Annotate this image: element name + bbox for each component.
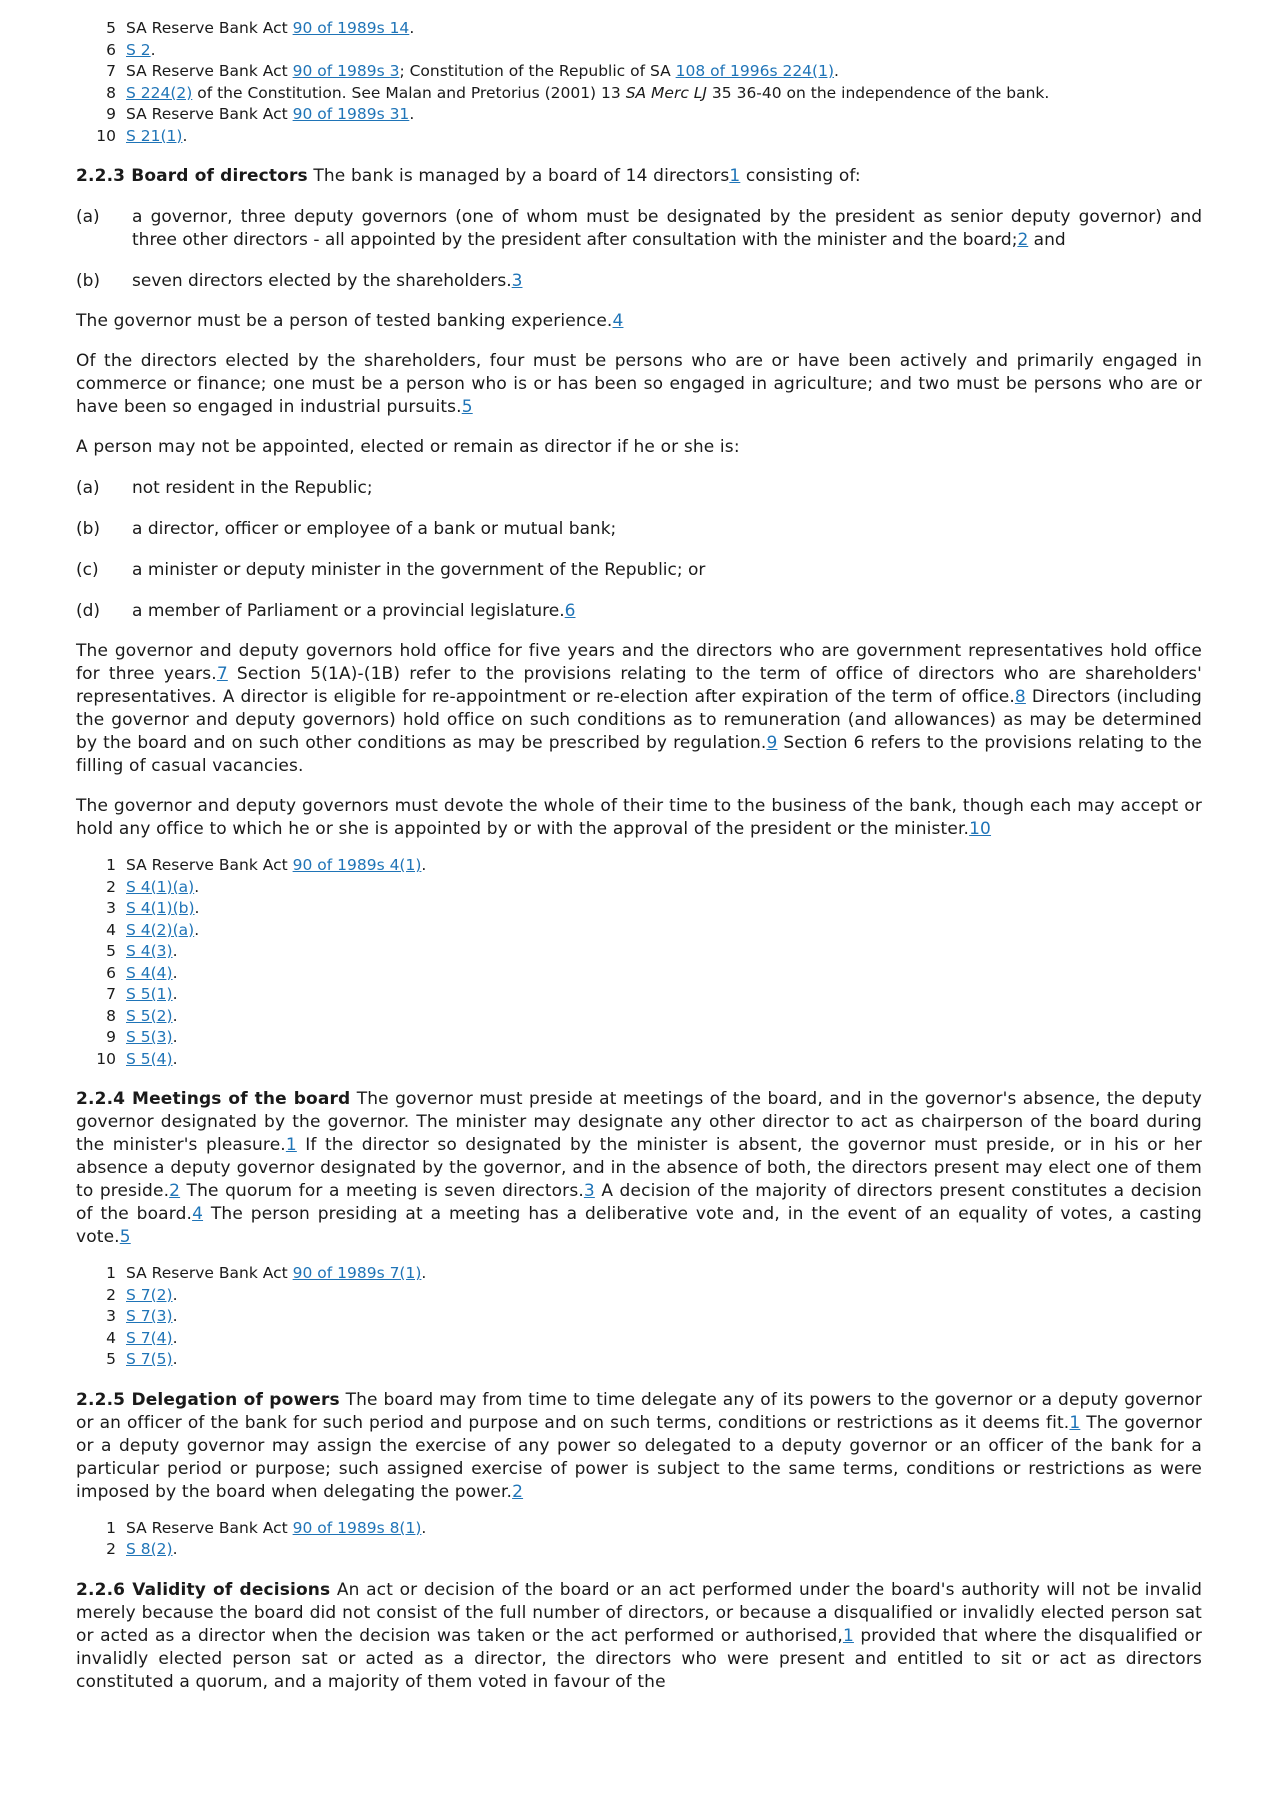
footnote-link[interactable]: S 2 <box>126 40 151 59</box>
footnote-ref[interactable]: 10 <box>969 819 992 839</box>
footnote-list <box>76 1263 1202 1371</box>
footnote-link[interactable]: S 4(2)(a) <box>126 920 195 939</box>
footnote-item: 4 S 7(4). <box>106 1328 178 1347</box>
footnote-link[interactable]: 90 of 1989s 8(1) <box>292 1518 422 1537</box>
section-2-2-5: 2.2.5 Delegation of powers The board may from time to time delegate any of its powers to the governor or a deputy governor or an officer of the bank for such period and purpose and on such terms, conditions or restrictions as it deems fit.1 The governor or a deputy governor may assign the exercise of any power so delegated to a deputy governor or an officer of the bank for a particular period or purpose; such assigned exercise of power is subject to the same terms, conditions or restrictions as were imposed by the board when delegating the power.2 1 SA Reserve Bank Act 90 of 1989s 8(1). 2 S 8(2). <box>76 1389 1202 1561</box>
footnote-ref[interactable]: 4 <box>192 1204 204 1224</box>
footnote-item: 2 S 8(2). <box>106 1540 178 1558</box>
footnote-link[interactable]: S 21(1) <box>126 126 183 145</box>
footnote-ref[interactable]: 7 <box>216 664 228 684</box>
footnote-list-previous <box>76 18 1202 147</box>
section-2-2-3: 2.2.3 Board of directors The bank is managed by a board of 14 directors1 consisting of: (a) a governor, three deputy governors (one of whom must be designated by the president as senior deputy governor) and three other directors - all appointed by the president after consultation with the minister and the board;2 and (b) seven directors elected by the shareholders.3 The governor must be a person of tested banking experience.4 Of the directors elected by the shareholders, four must be persons who are or have been actively and primarily engaged in commerce or finance; one must be a person who is or has been so engaged in agriculture; and two must be persons who are or have been so engaged in industrial pursuits.5 A person may not be appointed, elected or remain as director if he or she is: (a) not resident in the Republic; (b) a director, officer or employee of a bank or mutual bank; (c) a minister or deputy minister in the government of the Republic; or (d) a member of Parliament or a provincial legislature.6 The governor and deputy governors hold office for five years and the directors who are government representatives hold office for three years.7 Section 5(1A)-(1B) refer to the provisions relating to the term of office of directors who are shareholders' representatives. A director is eligible for re-appointment or re-election after expiration of the term of office.8 Directors (including the governor and deputy governors) hold office on such conditions as to remuneration (and allowances) as may be determined by the board and on such other conditions as may be prescribed by regulation.9 Section 6 refers to the provisions relating to the filling of casual vacancies. The governor and deputy governors must devote the whole of their time to the business of the bank, though each may accept or hold any office to which he or she is appointed by or with the approval of the president or the minister.10 1 SA Reserve Bank Act 90 of 1989s 4(1). 2 S 4(1)(a). 3 S 4(1)(b). 4 S 4(2)(a). 5 S 4(3). 6 S 4(4). 7 S 5(1). 8 S 5(2). 9 S 5(3). 10 S 5(4). <box>76 165 1202 1070</box>
section-heading: 2.2.4 Meetings of the board <box>76 1089 351 1109</box>
footnote-item: 6 S 2. <box>106 40 156 59</box>
list-item: (d) a member of Parliament or a provincial legislature.6 <box>76 601 576 621</box>
footnote-item: 9 S 5(3). <box>106 1028 178 1046</box>
footnote-link[interactable]: S 5(4) <box>126 1049 173 1068</box>
footnote-ref[interactable]: 2 <box>512 1481 524 1502</box>
footnote-ref[interactable]: 3 <box>583 1181 595 1201</box>
footnote-item: 2 S 4(1)(a). <box>106 877 200 896</box>
section-heading: 2.2.3 Board of directors <box>76 166 308 186</box>
footnote-item: 1 SA Reserve Bank Act 90 of 1989s 7(1). <box>106 1264 427 1282</box>
footnote-item: 1 SA Reserve Bank Act 90 of 1989s 8(1). <box>106 1518 427 1537</box>
footnote-ref[interactable]: 5 <box>461 397 473 417</box>
footnote-item: 8 S 5(2). <box>106 1006 178 1025</box>
footnote-link[interactable]: S 7(3) <box>126 1307 173 1325</box>
footnote-link[interactable]: 90 of 1989s 3 <box>292 62 400 80</box>
footnote-item: 5 S 4(3). <box>106 942 178 960</box>
footnote-link[interactable]: S 4(1)(a) <box>126 877 195 896</box>
footnote-link[interactable]: S 5(1) <box>126 985 173 1003</box>
footnote-link[interactable]: S 4(1)(b) <box>126 899 195 917</box>
footnote-item: 3 S 4(1)(b). <box>106 899 200 917</box>
footnote-item: 6 S 4(4). <box>106 963 178 982</box>
footnote-link[interactable]: S 5(2) <box>126 1006 173 1025</box>
footnote-item: 9 SA Reserve Bank Act 90 of 1989s 31. <box>106 105 415 123</box>
section-2-2-4: 2.2.4 Meetings of the board The governor must preside at meetings of the board, and in the governor's absence, the deputy governor designated by the governor. The minister may designate any other director to act as chairperson of the board during the minister's pleasure.1 If the director so designated by the minister is absent, the governor must preside, or in his or her absence a deputy governor designated by the governor, and in the absence of both, the directors present may elect one of them to preside.2 The quorum for a meeting is seven directors.3 A decision of the majority of directors present constitutes a decision of the board.4 The person presiding at a meeting has a deliberative vote and, in the event of an equality of votes, a casting vote.5 1 SA Reserve Bank Act 90 of 1989s 7(1). 2 S 7(2). 3 S 7(3). 4 S 7(4). 5 S 7(5). <box>76 1088 1202 1371</box>
footnote-item: 5 SA Reserve Bank Act 90 of 1989s 14. <box>106 19 415 37</box>
footnote-ref[interactable]: 5 <box>119 1227 131 1247</box>
footnote-ref[interactable]: 2 <box>169 1181 181 1201</box>
footnote-ref[interactable]: 2 <box>1017 230 1029 250</box>
footnote-item: 5 S 7(5). <box>106 1350 178 1368</box>
list-item: (c) a minister or deputy minister in the government of the Republic; or <box>76 560 706 580</box>
footnote-link[interactable]: 90 of 1989s 31 <box>292 105 410 123</box>
footnote-link[interactable]: S 7(4) <box>126 1328 173 1347</box>
section-heading: 2.2.5 Delegation of powers <box>76 1389 340 1410</box>
footnote-list <box>76 1518 1202 1561</box>
footnote-link[interactable]: S 7(5) <box>126 1350 173 1368</box>
footnote-item: 2 S 7(2). <box>106 1285 178 1304</box>
footnote-link[interactable]: 90 of 1989s 4(1) <box>292 856 422 874</box>
list-item: (b) a director, officer or employee of a bank or mutual bank; <box>76 519 617 539</box>
footnote-item: 1 SA Reserve Bank Act 90 of 1989s 4(1). <box>106 856 427 874</box>
footnote-item: 7 S 5(1). <box>106 985 178 1003</box>
footnote-link[interactable]: S 8(2) <box>126 1540 173 1558</box>
footnote-item: 3 S 7(3). <box>106 1307 178 1325</box>
footnote-ref[interactable]: 1 <box>729 166 741 186</box>
footnote-ref[interactable]: 9 <box>766 733 778 753</box>
footnote-ref[interactable]: 3 <box>511 271 523 291</box>
footnote-item: 10 S 21(1). <box>96 126 188 145</box>
footnote-item: 7 SA Reserve Bank Act 90 of 1989s 3; Constitution of the Republic of SA 108 of 1996s 224(1). <box>106 62 839 80</box>
footnote-link[interactable]: S 4(3) <box>126 942 173 960</box>
footnote-link[interactable]: 90 of 1989s 7(1) <box>292 1264 422 1282</box>
footnote-ref[interactable]: 1 <box>842 1625 854 1646</box>
footnote-link[interactable]: S 7(2) <box>126 1285 173 1304</box>
footnote-link[interactable]: S 224(2) <box>126 83 193 102</box>
footnote-item: 8 S 224(2) of the Constitution. See Malan and Pretorius (2001) 13 SA Merc LJ 35 36-40 on the independence of the bank. <box>106 83 1050 102</box>
footnote-ref[interactable]: 8 <box>1014 687 1026 707</box>
footnote-ref[interactable]: 1 <box>1069 1412 1081 1433</box>
list-item: (a) not resident in the Republic; <box>76 478 373 498</box>
footnote-link-constitution[interactable]: 108 of 1996s 224(1) <box>675 62 834 80</box>
footnote-list <box>76 855 1202 1070</box>
footnote-item: 10 S 5(4). <box>96 1049 178 1068</box>
list-item: (a) a governor, three deputy governors (one of whom must be designated by the president as senior deputy governor) and three other directors - all appointed by the president after consultation with the minister and the board;2 and <box>76 207 1202 250</box>
footnote-link[interactable]: S 5(3) <box>126 1028 173 1046</box>
footnote-ref[interactable]: 1 <box>285 1135 297 1155</box>
footnote-ref[interactable]: 4 <box>612 311 624 331</box>
footnote-ref[interactable]: 6 <box>564 601 576 621</box>
section-2-2-6: 2.2.6 Validity of decisions An act or decision of the board or an act performed under the board's authority will not be invalid merely because the board did not consist of the full number of directors, or because a disqualified or invalidly elected person sat or acted as a director when the decision was taken or the act performed or authorised,1 provided that where the disqualified or invalidly elected person sat or acted as a director, the directors who were present and entitled to sit or act as directors constituted a quorum, and a majority of them voted in favour of the <box>76 1579 1203 1692</box>
list-item: (b) seven directors elected by the shareholders.3 <box>76 271 523 291</box>
footnote-item: 4 S 4(2)(a). <box>106 920 200 939</box>
section-heading: 2.2.6 Validity of decisions <box>76 1579 331 1600</box>
footnote-link[interactable]: S 4(4) <box>126 963 173 982</box>
footnote-link[interactable]: 90 of 1989s 14 <box>292 19 410 37</box>
